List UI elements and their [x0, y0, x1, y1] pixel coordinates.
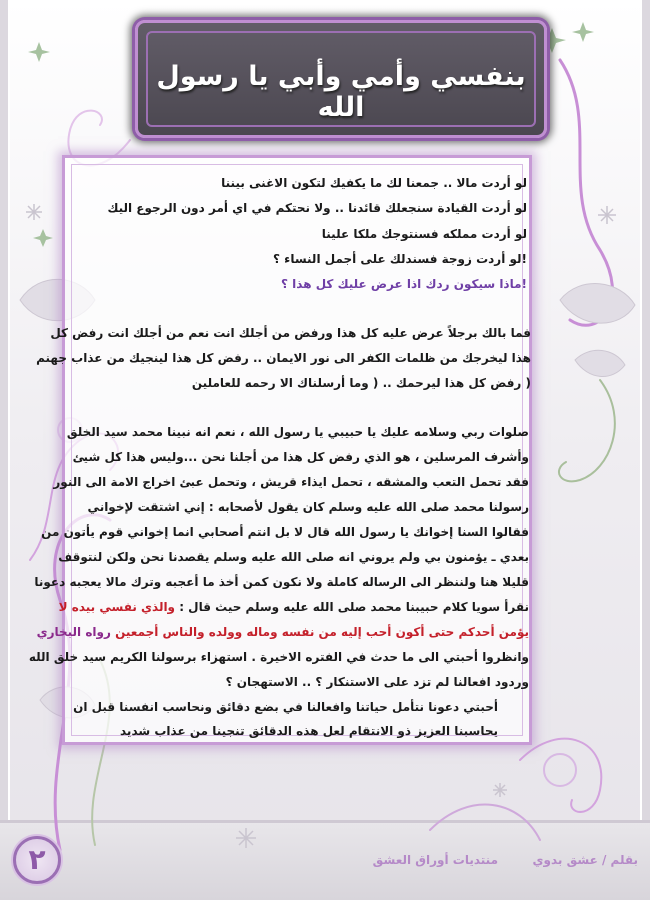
text-line: وانظروا أحبتي الى ما حدث في الفتره الاخيرة . استهزاء برسولنا الكريم سيد خلق الله [28, 650, 529, 664]
text-line-hadith [59, 600, 529, 614]
author-credit: بقلم / عشق بدوي [532, 853, 638, 867]
right-border-band [642, 0, 650, 900]
page-number-badge: ٢ [13, 836, 61, 884]
text-line: رسولنا محمد صلى الله عليه وسلم كان يقول لأصحابه : إني اشتقت لإخواني [87, 500, 529, 514]
text-line: لو أردت القيادة سنجعلك قائدنا .. ولا نحتكم في اي أمر دون الرجوع اليك [107, 201, 527, 215]
text-line: يحاسبنا العزيز ذو الانتقام لعل هذه الدقائق تنجينا من عذاب شديد [120, 724, 498, 738]
hadith-intro: نقرأ سويا كلام حبيبنا محمد صلى الله عليه وسلم حيث قال : [179, 600, 529, 614]
hadith-quote-end: يؤمن أحدكم حتى أكون أحب إليه من نفسه وماله وولده والناس أجمعين [115, 625, 529, 639]
text-line: لو أردت مملكه فسنتوجك ملكا علينا [321, 227, 527, 241]
text-line: هذا ليخرجك من ظلمات الكفر الى نور الايمان .. رفض كل هذا لينجيك من عذاب جهنم [36, 351, 531, 365]
text-line: !لو أردت زوجة فسندلك على أجمل النساء ؟ [273, 252, 527, 266]
forum-name: منتديات أوراق العشق [372, 853, 498, 867]
snowflake-shape [493, 783, 507, 797]
text-line-hadith [37, 625, 529, 639]
text-line: أحبتي دعونا نتأمل حياتنا وافعالنا في بضع دقائق ونحاسب انفسنا قبل ان [73, 700, 498, 714]
text-line: صلوات ربي وسلامه عليك يا حبيبي يا رسول الله ، نعم انه نبينا محمد سيد الخلق [66, 425, 529, 439]
page-title: بنفسي وأمي وأبي يا رسول الله [156, 61, 526, 123]
text-line: قليلا هنا ولننظر الى الرساله كاملة ولا نكون كمن أخذ ما أعجبه وترك مالا يعجبه دعونا [34, 575, 529, 589]
text-line: وأشرف المرسلين ، هو الذي رفض كل هذا من أجلنا نحن ...وليس هذا كل شيئ [72, 450, 529, 464]
snowflake-shape [26, 204, 42, 220]
text-line: فقد تحمل التعب والمشقه ، تحمل ايذاء قريش ، وتحمل عبئ اخراج الامة الى النور [53, 475, 529, 489]
text-line: وردود افعالنا لم تزد على الاستنكار ؟ .. الاستهجان ؟ [225, 675, 529, 689]
snowflake-shape [236, 828, 256, 848]
text-line: بعدي ـ يؤمنون بي ولم يروني انه صلى الله عليه وسلم يقصدنا نحن ولكن لنتوقف [58, 550, 529, 564]
text-line: ( رفض كل هذا ليرحمك .. ( وما أرسلناك الا رحمه للعاملين [191, 376, 531, 390]
hadith-quote-start: والذي نفسي بيده لا [58, 600, 176, 614]
text-line-highlight: !ماذا سيكون ردك اذا عرض عليك كل هذا ؟ [281, 277, 527, 291]
text-line: فما بالك برجلاً عرض عليه كل هذا ورفض من أجلك انت نعم من أجلك انت رفض كل [50, 326, 531, 340]
text-line: فقالوا السنا إخوانك يا رسول الله قال لا بل انتم أصحابي انما إخواني قوم يأتون من [41, 525, 529, 539]
title-banner [135, 20, 547, 138]
left-border-band [0, 0, 8, 900]
text-line: لو أردت مالا .. جمعنا لك ما يكفيك لتكون الاغنى بيننا [221, 176, 527, 190]
hadith-source: رواه البخاري [36, 625, 111, 639]
